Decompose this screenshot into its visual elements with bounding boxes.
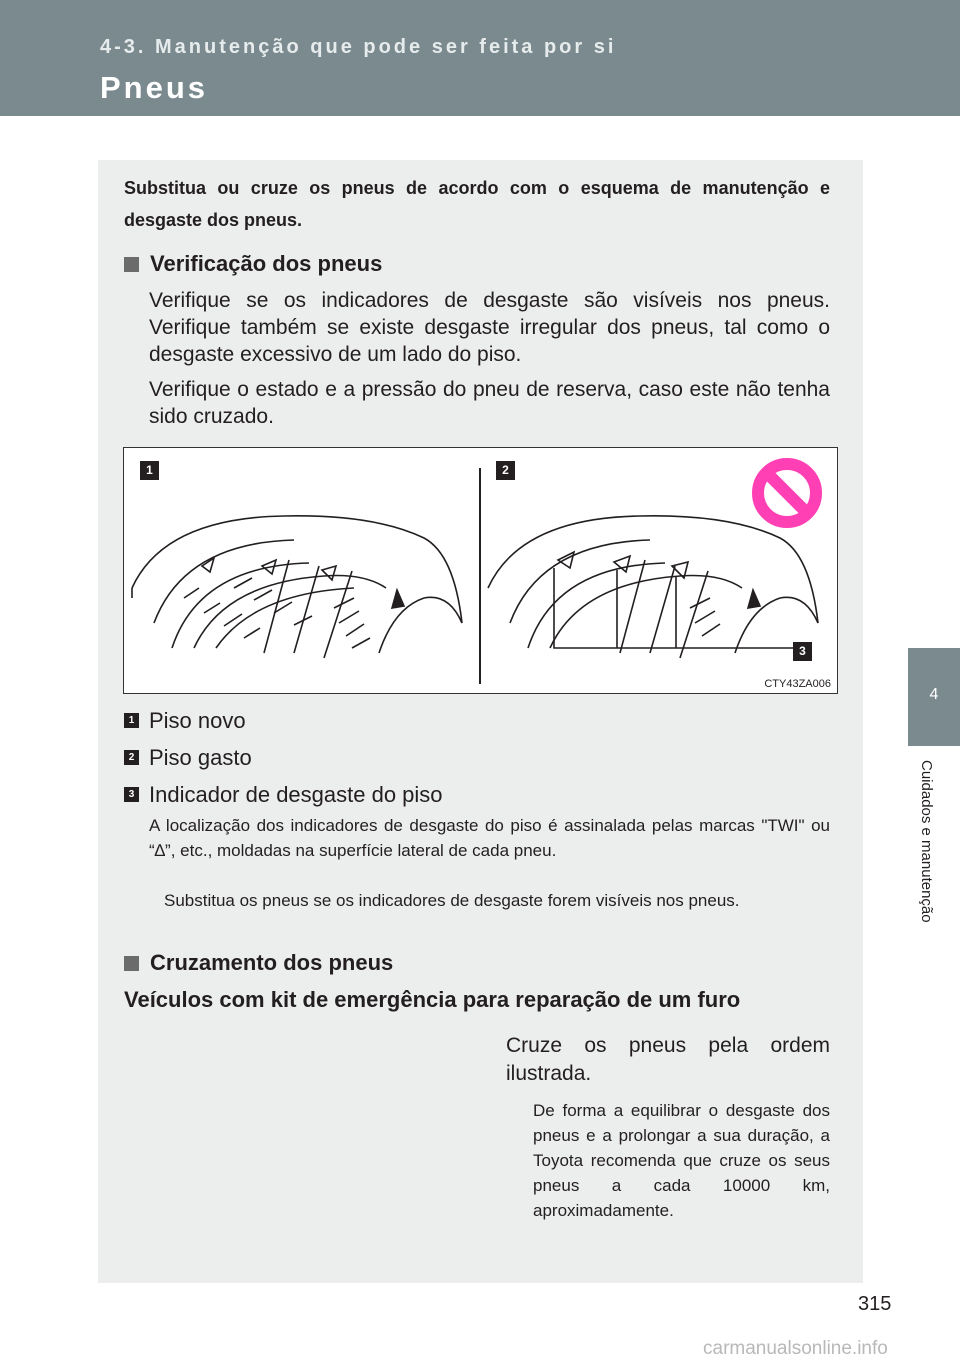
square-bullet-icon <box>124 257 139 272</box>
heading-text: Cruzamento dos pneus <box>150 950 394 975</box>
legend-badge: 2 <box>124 750 139 765</box>
section-heading-tire-rotation <box>124 950 393 976</box>
watermark: carmanualsonline.info <box>703 1338 888 1359</box>
legend-text: Indicador de desgaste do piso <box>149 781 443 807</box>
rotation-paragraph: Cruze os pneus pela ordem ilustrada. <box>506 1034 830 1085</box>
page-number: 315 <box>858 1293 892 1315</box>
figure-badge-3: 3 <box>793 642 812 661</box>
wear-indicator-note-1: A localização dos indicadores de desgaste do piso é assinalada pelas marcas "TWI" ou “∆”, etc., moldadas na superfície lateral de cada pneu. <box>149 816 830 860</box>
tire-check-paragraph-2: Verifique o estado e a pressão do pneu de reserva, caso este não tenha sido cruzado. <box>149 378 830 428</box>
heading-text: Verificação dos pneus <box>150 251 383 276</box>
chapter-tab[interactable] <box>908 648 960 746</box>
page-title: Pneus <box>100 70 209 105</box>
legend-text: Piso novo <box>149 707 246 733</box>
prohibition-icon <box>758 464 816 522</box>
legend-item <box>124 702 443 739</box>
wear-indicator-note-2: Substitua os pneus se os indicadores de desgaste forem visíveis nos pneus. <box>164 891 740 910</box>
figure-legend <box>124 702 443 813</box>
tire-check-paragraph-1: Verifique se os indicadores de desgaste são visíveis nos pneus. Verifique também se existe desgaste irregular dos pneus, tal como o desgaste excessivo de um lado do piso. <box>149 289 830 366</box>
section-label: 4-3. Manutenção que pode ser feita por si <box>100 36 617 58</box>
legend-item <box>124 739 443 776</box>
page-header <box>0 0 960 116</box>
tire-wear-figure <box>123 447 838 694</box>
legend-badge: 1 <box>124 713 139 728</box>
legend-badge: 3 <box>124 787 139 802</box>
figure-badge-1: 1 <box>140 461 159 480</box>
chapter-number: 4 <box>929 686 939 703</box>
new-tire-drawing <box>132 516 462 658</box>
legend-text: Piso gasto <box>149 744 252 770</box>
tire-illustration <box>124 448 837 693</box>
rotation-note: De forma a equilibrar o desgaste dos pneus e a prolongar a sua duração, a Toyota recomenda que cruze os seus pneus a cada 10000 km, aproximadamente. <box>533 1101 830 1220</box>
figure-code: CTY43ZA006 <box>764 678 831 690</box>
legend-item <box>124 776 443 813</box>
square-bullet-icon <box>124 956 139 971</box>
figure-badge-2: 2 <box>496 461 515 480</box>
chapter-label: Cuidados e manutenção <box>918 760 935 923</box>
content-panel <box>98 160 863 1283</box>
vehicle-type-heading: Veículos com kit de emergência para reparação de um furo <box>124 987 741 1012</box>
worn-tire-drawing <box>488 516 818 658</box>
section-heading-tire-check <box>124 251 382 277</box>
intro-text: Substitua ou cruze os pneus de acordo com o esquema de manutenção e desgaste dos pneus. <box>124 178 830 230</box>
